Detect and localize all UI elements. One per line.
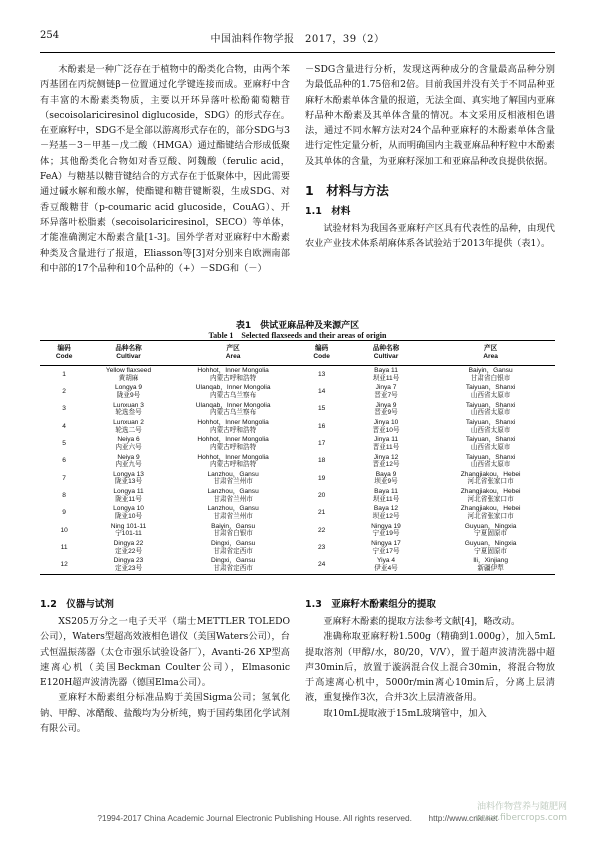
header-cultivar-2: 品种名称 Cultivar <box>372 345 400 360</box>
area-cell <box>426 539 555 556</box>
cultivar-cell <box>88 383 168 400</box>
area-cell-line: 山西省太原市 <box>470 443 511 451</box>
code-cell <box>298 435 346 452</box>
subsection-heading-1-3: 1.3 亚麻籽木酚素组分的提取 <box>305 599 436 610</box>
cultivar-cell-line: 陇亚9号 <box>116 391 141 399</box>
code-cell <box>298 539 346 556</box>
flaxseed-table <box>40 340 555 575</box>
cultivar-cell <box>88 487 168 504</box>
area-cell-line: Ulanqab，Inner Mongolia <box>195 401 271 409</box>
copyright-footer: ?1994-2017 China Academic Journal Electronic Publishing House. All rights reserved. http://www.cnki.net <box>97 813 498 823</box>
area-cell-line: Taiyuan，Shanxi <box>465 384 516 392</box>
journal-title: 中国油料作物学报 2017，39（2） <box>210 34 385 45</box>
cultivar-cell <box>346 401 426 418</box>
code-cell <box>40 366 88 384</box>
cultivar-cell <box>88 435 168 452</box>
area-cell <box>169 418 298 435</box>
table-row <box>40 556 555 574</box>
cultivar-cell-line: Jinya 9 <box>375 401 397 409</box>
table-header-row <box>40 341 555 366</box>
area-cell-line: 甘肃省白银市 <box>213 530 253 538</box>
area-cell-line: 甘肃省白银市 <box>470 374 511 382</box>
header-cultivar: 品种名称 Cultivar <box>115 345 142 360</box>
area-cell <box>169 435 298 452</box>
code-cell-line: 23 <box>317 543 326 551</box>
area-cell <box>426 522 555 539</box>
watermark: 油料作物营养与随肥网 www.fibercrops.com <box>476 802 567 823</box>
area-cell-line: 内蒙古乌兰察布 <box>210 409 257 417</box>
area-cell-line: 河北省张家口市 <box>467 478 514 486</box>
cultivar-cell <box>346 452 426 469</box>
header-rule <box>40 52 555 53</box>
area-cell-line: 新疆伊犁 <box>477 564 504 572</box>
code-cell <box>40 401 88 418</box>
code-cell <box>40 452 88 469</box>
cultivar-cell-line: Yellow flaxseed <box>105 367 152 375</box>
area-cell <box>169 504 298 521</box>
table-row <box>40 470 555 487</box>
code-cell <box>298 522 346 539</box>
code-cell <box>40 487 88 504</box>
area-cell-line: 内蒙古乌兰察布 <box>210 391 257 399</box>
header-area-2: 产区 Area <box>483 345 498 360</box>
code-cell-line: 22 <box>317 526 326 534</box>
header-code-2: 编码 Code <box>313 345 330 360</box>
area-cell-line: 山西省太原市 <box>470 391 511 399</box>
area-cell <box>169 366 298 384</box>
area-cell <box>169 452 298 469</box>
cultivar-cell-line: 晋亚12号 <box>372 461 400 469</box>
cultivar-cell-line: Ning 101-11 <box>110 522 147 530</box>
cultivar-cell-line: Yiya 4 <box>376 557 396 565</box>
area-cell <box>426 366 555 384</box>
cultivar-cell-line: 伊亚4号 <box>374 564 398 572</box>
area-cell-line: Guyuan，Ningxia <box>464 522 517 530</box>
cultivar-cell-line: Baya 12 <box>373 505 399 513</box>
cultivar-cell-line: Lunxuan 2 <box>113 418 144 426</box>
area-cell <box>169 539 298 556</box>
cultivar-cell <box>88 418 168 435</box>
cultivar-cell-line: Baya 11 <box>374 488 398 496</box>
area-cell-line: Taiyuan，Shanxi <box>465 401 516 409</box>
cultivar-cell-line: 内亚九号 <box>115 461 142 469</box>
area-cell-line: 内蒙古呼和浩特 <box>210 461 257 469</box>
cultivar-cell <box>346 435 426 452</box>
area-cell-line: Lanzhou，Gansu <box>207 505 259 513</box>
area-cell-line: 内蒙古呼和浩特 <box>210 374 257 382</box>
table-row <box>40 366 555 384</box>
area-cell-line: Hohhot，Inner Mongolia <box>197 436 269 444</box>
area-cell-line: Dingxi，Gansu <box>210 557 256 565</box>
table-row <box>40 504 555 521</box>
table-row <box>40 401 555 418</box>
area-cell <box>426 452 555 469</box>
code-cell-line: 2 <box>62 388 66 396</box>
cultivar-cell <box>88 470 168 487</box>
table-title-cn: 表1 供试亚麻品种及来源产区 <box>235 321 360 331</box>
cultivar-cell-line: 坝亚9号 <box>374 478 398 486</box>
code-cell-line: 17 <box>317 440 326 448</box>
code-cell-line: 9 <box>62 509 66 517</box>
area-cell-line: Zhangjiakou，Hebei <box>460 488 521 496</box>
area-cell-line: Lanzhou，Gansu <box>207 470 259 478</box>
cultivar-cell-line: 定亚22号 <box>114 547 143 555</box>
area-cell <box>426 418 555 435</box>
right-column-bottom <box>305 596 555 721</box>
area-cell <box>426 470 555 487</box>
code-cell-line: 7 <box>62 474 66 482</box>
table-row <box>40 522 555 539</box>
code-cell-line: 18 <box>317 457 326 465</box>
cultivar-cell-line: 陇亚10号 <box>114 513 143 521</box>
cultivar-cell-line: 宁亚19号 <box>372 530 400 538</box>
code-cell-line: 1 <box>62 370 66 378</box>
area-cell-line: Baiyin，Gansu <box>468 367 513 375</box>
cultivar-cell <box>346 539 426 556</box>
running-header <box>40 30 555 46</box>
header-area: 产区 Area <box>225 345 241 360</box>
header-code: 编码 Code <box>55 345 73 360</box>
cultivar-cell <box>88 452 168 469</box>
cultivar-cell-line: Baya 11 <box>374 367 398 375</box>
code-cell <box>40 504 88 521</box>
cultivar-cell-line: Dingya 22 <box>113 540 144 548</box>
area-cell-line: 甘肃省定西市 <box>213 547 253 555</box>
reagents-paragraph: 亚麻籽木酚素组分标准品购于美国Sigma公司；氢氧化钠、甲醇、冰醋酸、盐酸均为分析纯，购于国药集团化学试剂有限公司。 <box>40 692 290 735</box>
cultivar-cell-line: Neiya 9 <box>117 453 140 461</box>
code-cell <box>298 470 346 487</box>
cultivar-cell <box>88 522 168 539</box>
cultivar-cell <box>346 504 426 521</box>
cultivar-cell-line: 晋亚11号 <box>372 443 400 451</box>
area-cell-line: 宁夏固原市 <box>474 547 508 555</box>
code-cell-line: 15 <box>317 405 326 413</box>
left-column <box>40 62 290 276</box>
code-cell <box>40 435 88 452</box>
cultivar-cell-line: 坝亚11号 <box>372 495 400 503</box>
area-cell-line: 山西省太原市 <box>470 461 511 469</box>
area-cell-line: 河北省张家口市 <box>467 513 514 521</box>
cultivar-cell-line: Neiya 6 <box>117 436 140 444</box>
area-cell <box>169 383 298 400</box>
area-cell-line: 山西省太原市 <box>470 426 511 434</box>
cultivar-cell-line: 陇亚11号 <box>115 495 142 503</box>
code-cell <box>40 556 88 574</box>
code-cell-line: 16 <box>317 422 326 430</box>
code-cell-line: 14 <box>317 388 326 396</box>
cultivar-cell-line: Longya 10 <box>113 505 144 513</box>
area-cell <box>426 504 555 521</box>
left-column-bottom <box>40 596 290 736</box>
cultivar-cell-line: 定亚23号 <box>114 564 143 572</box>
materials-paragraph: 试验材料为我国各亚麻籽产区具有代表性的品种，由现代农业产业技术体系胡麻体系各试验站于2013年提供（表1）。 <box>305 223 555 250</box>
cultivar-cell-line: Baya 9 <box>375 470 397 478</box>
subsection-heading-1-2: 1.2 仪器与试剂 <box>40 599 114 610</box>
code-cell-line: 24 <box>317 561 326 569</box>
area-cell <box>169 556 298 574</box>
area-cell-line: Taiyuan，Shanxi <box>465 418 516 426</box>
instruments-paragraph: XS205万分之一电子天平（瑞士METTLER TOLEDO公司），Waters型超高效液相色谱仪（美国Waters公司），台式恒温振荡器（太仓市强乐试验设备厂），Avanti-26 XP型高速离心机（美国Beckman Coulter公司），Elmasonic E120H超声波清洗器（德国Elma公司）。 <box>40 616 290 689</box>
area-cell-line: 山西省太原市 <box>470 409 511 417</box>
code-cell <box>298 487 346 504</box>
table-title-en: Table 1 Selected flaxseeds and their areas of origin <box>208 331 387 340</box>
cultivar-cell-line: 晋亚9号 <box>374 409 398 417</box>
area-cell-line: 内蒙古呼和浩特 <box>210 426 257 434</box>
cultivar-cell-line: Longya 9 <box>114 384 143 392</box>
code-cell-line: 8 <box>62 491 66 499</box>
cultivar-cell-line: 晋亚7号 <box>374 391 398 399</box>
cultivar-cell-line: 晋亚10号 <box>372 426 400 434</box>
extraction-continue-paragraph: 取10mL提取液于15mL玻璃管中，加入 <box>323 707 487 719</box>
code-cell-line: 19 <box>317 474 326 482</box>
cultivar-cell-line: 陇亚13号 <box>114 478 143 486</box>
code-cell <box>40 418 88 435</box>
table-row <box>40 539 555 556</box>
cultivar-cell-line: Ningya 19 <box>371 522 401 530</box>
area-cell-line: 宁夏固原市 <box>474 530 508 538</box>
right-column <box>305 62 555 252</box>
area-cell-line: 甘肃省兰州市 <box>213 495 253 503</box>
extraction-ref-paragraph: 亚麻籽木酚素的提取方法参考文献[4]，略改动。 <box>323 616 521 627</box>
cultivar-cell-line: 轮选二号 <box>115 426 142 434</box>
extraction-procedure-paragraph: 准确称取亚麻籽粉1.500g（精确到1.000g），加入5mL提取溶剂（甲醇/水，80/20，V/V），置于超声波清洗器中超声30min后，放置于漩涡混合仪上混合30min，将混合物放于高速离心机中，5000r/min离心10min后，分离上层清液，重复操作3次，合并3次上层清液备用。 <box>305 631 555 704</box>
cultivar-cell-line: Longya 11 <box>113 488 144 496</box>
code-cell-line: 3 <box>62 405 66 413</box>
cultivar-cell-line: 宁亚17号 <box>372 547 400 555</box>
code-cell <box>298 383 346 400</box>
cultivar-cell <box>88 504 168 521</box>
area-cell-line: Dingxi，Gansu <box>210 540 256 548</box>
cultivar-cell-line: Lunxuan 3 <box>113 401 144 409</box>
area-cell <box>169 401 298 418</box>
area-cell <box>426 383 555 400</box>
area-cell-line: Zhangjiakou，Hebei <box>460 470 521 478</box>
code-cell <box>40 470 88 487</box>
area-cell-line: Hohhot，Inner Mongolia <box>197 418 269 426</box>
area-cell <box>169 487 298 504</box>
area-cell-line: 甘肃省定西市 <box>213 564 253 572</box>
table-row <box>40 487 555 504</box>
cultivar-cell <box>346 556 426 574</box>
area-cell-line: Taiyuan，Shanxi <box>465 436 516 444</box>
cultivar-cell <box>346 487 426 504</box>
cultivar-cell-line: 宁101-11 <box>115 530 142 538</box>
cultivar-cell-line: Longya 13 <box>113 470 144 478</box>
cultivar-cell-line: Dingya 23 <box>113 557 144 565</box>
area-cell-line: Taiyuan，Shanxi <box>465 453 516 461</box>
area-cell-line: Zhangjiakou，Hebei <box>460 505 521 513</box>
code-cell-line: 13 <box>317 370 326 378</box>
code-cell-line: 12 <box>60 561 68 569</box>
cultivar-cell-line: 内亚六号 <box>115 443 142 451</box>
code-cell-line: 6 <box>62 457 66 465</box>
code-cell <box>298 504 346 521</box>
cultivar-cell <box>88 366 168 384</box>
area-cell-line: 甘肃省兰州市 <box>213 513 253 521</box>
cultivar-cell <box>346 418 426 435</box>
cultivar-cell <box>346 470 426 487</box>
table-row <box>40 452 555 469</box>
cultivar-cell-line: Jinya 12 <box>373 453 399 461</box>
code-cell-line: 20 <box>317 491 326 499</box>
cultivar-cell-line: 坝亚11号 <box>372 374 400 382</box>
area-cell <box>426 435 555 452</box>
subsection-heading-1-1: 1.1 材料 <box>305 206 351 218</box>
intro-paragraph-right: －SDG含量进行分析，发现这两种成分的含量最高品种分别为最低品种的1.75倍和2倍。目前我国并没有关于不同品种亚麻籽木酚素单体含量的报道，无法全面、真实地了解国内亚麻籽品种木酚素及其单体含量的情况。本文采用反相液相色谱法，通过不同水解方法对24个品种亚麻籽的木酚素单体含量进行定性定量分析，从而明确国内主栽亚麻品种籽粒中木酚素及其单体的含量，为亚麻籽深加工和亚麻品种改良提供依据。 <box>305 64 555 167</box>
area-cell-line: 河北省张家口市 <box>467 495 514 503</box>
code-cell <box>298 401 346 418</box>
code-cell-line: 4 <box>62 422 66 430</box>
area-cell-line: Guyuan，Ningxia <box>464 540 517 548</box>
code-cell-line: 10 <box>60 526 68 534</box>
intro-paragraph-left: 木酚素是一种广泛存在于植物中的酚类化合物，由两个苯丙基团在丙烷侧链β－位置通过化学键连接而成。亚麻籽中含有丰富的木酚素类物质，主要以开环异落叶松酚葡萄糖苷（secoisolariciresinol diglucoside，SDG）的形式存在。在亚麻籽中，SDG不是全部以游离形式存在的，部分SDG与3－羟基－3－甲基－戊二酸（HMGA）通过酯键结合形成低聚体；其他酚类化合物如对香豆酸、阿魏酸（ferulic acid，FeA）与糖基以糖苷键结合的方式存在于低聚体中，因此需要通过碱水解和酸水解，使酯键和糖苷键断裂，生成SDG、对香豆酸糖苷（p-coumaric acid glucoside，CouAG）、开环异落叶松脂素（secoisolariciresinol，SECO）等单体，才能准确测定木酚素含量[1-3]。国外学者对亚麻籽中木酚素种类及含量进行了报道，Eliasson等[3]对分别来自欧洲南部和中部的17个品种和10个品种的（+）－SDG和（－） <box>40 64 290 274</box>
area-cell <box>169 470 298 487</box>
area-cell-line: Lanzhou，Gansu <box>207 488 259 496</box>
area-cell-line: Ulanqab，Inner Mongolia <box>195 384 271 392</box>
code-cell <box>298 366 346 384</box>
table-row <box>40 383 555 400</box>
code-cell <box>298 556 346 574</box>
cultivar-cell-line: Jinya 11 <box>373 436 399 444</box>
area-cell-line: 甘肃省兰州市 <box>213 478 253 486</box>
code-cell-line: 21 <box>317 509 326 517</box>
area-cell-line: Hohhot，Inner Mongolia <box>197 453 269 461</box>
table-row <box>40 418 555 435</box>
cultivar-cell <box>346 522 426 539</box>
cultivar-cell <box>346 366 426 384</box>
area-cell <box>426 556 555 574</box>
area-cell <box>426 487 555 504</box>
area-cell-line: Hohhot，Inner Mongolia <box>197 367 269 375</box>
cultivar-cell-line: Jinya 7 <box>375 384 397 392</box>
page-number: 254 <box>40 30 60 41</box>
cultivar-cell <box>88 401 168 418</box>
code-cell <box>40 383 88 400</box>
cultivar-cell <box>88 539 168 556</box>
area-cell-line: Ili，Xinjiang <box>473 557 509 565</box>
area-cell <box>169 522 298 539</box>
table-row <box>40 435 555 452</box>
code-cell <box>40 522 88 539</box>
area-cell-line: Baiyin，Gansu <box>211 522 256 530</box>
cultivar-cell-line: 黄胡麻 <box>118 374 139 382</box>
code-cell-line: 11 <box>60 543 68 551</box>
cultivar-cell-line: 坝亚12号 <box>372 513 400 521</box>
code-cell <box>298 418 346 435</box>
cultivar-cell-line: Ningya 17 <box>371 540 401 548</box>
cultivar-cell <box>346 383 426 400</box>
area-cell-line: 内蒙古呼和浩特 <box>210 443 257 451</box>
section-heading-1: 1 材料与方法 <box>305 183 389 199</box>
cultivar-cell-line: 轮选叁号 <box>115 409 142 417</box>
code-cell <box>298 452 346 469</box>
cultivar-cell-line: Jinya 10 <box>373 418 399 426</box>
code-cell <box>40 539 88 556</box>
area-cell <box>426 401 555 418</box>
code-cell-line: 5 <box>62 440 66 448</box>
cultivar-cell <box>88 556 168 574</box>
